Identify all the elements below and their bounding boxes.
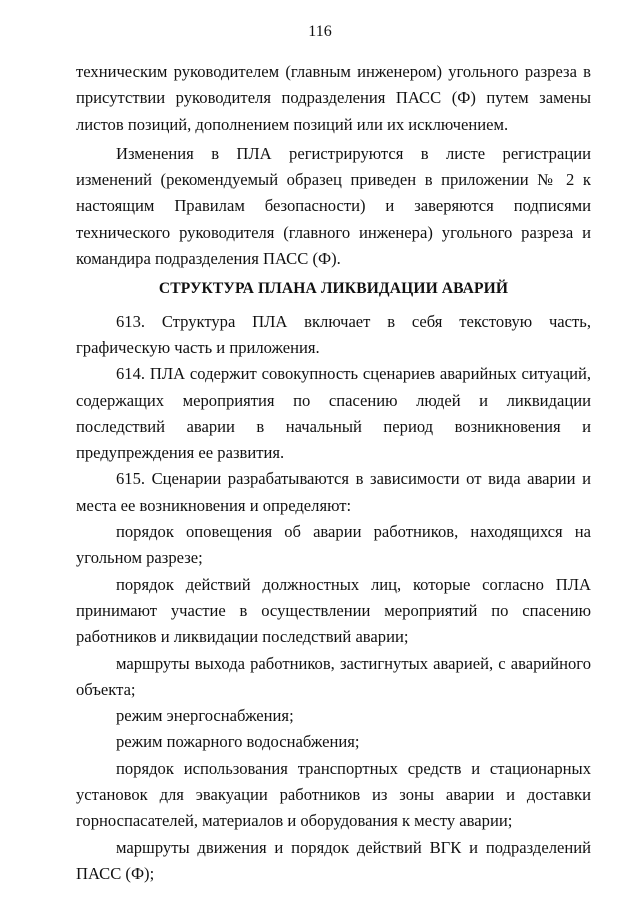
list-item-notification: порядок оповещения об аварии работников, находящихся на угольном разрезе; [76,522,591,568]
section-heading: СТРУКТУРА ПЛАНА ЛИКВИДАЦИИ АВАРИЙ [158,280,509,298]
paragraph-amendments: Изменения в ПЛА регистрируются в листе регистрации изменений (рекомендуемый образец приведен в приложении № 2 к настоящим Правилам безопасности) и заверяются подписями технического руководителя (главного инженера) угольного разреза и командира подразделения ПАСС (Ф). [76,143,591,269]
list-item-transport: порядок использования транспортных средств и стационарных установок для эвакуации работников из зоны аварии и доставки горноспасателей, материалов и оборудования к месту аварии; [76,758,591,831]
list-item-power-supply: режим энергоснабжения; [116,706,294,726]
list-item-fire-water: режим пожарного водоснабжения; [116,732,360,752]
list-item-exit-routes: маршруты выхода работников, застигнутых аварией, с аварийного объекта; [76,653,591,699]
page-number: 116 [308,23,332,40]
paragraph-continuation: техническим руководителем (главным инженером) угольного разреза в присутствии руководителя подразделения ПАСС (Ф) путем замены листов позиций, дополнением позиций или их исключением. [76,62,591,134]
paragraph-615: 615. Сценарии разрабатываются в зависимости от вида аварии и места ее возникновения и определяют: [76,469,591,515]
list-item-officials-actions: порядок действий должностных лиц, которые согласно ПЛА принимают участие в осуществлении мероприятий по спасению работников и ликвидации последствий аварии; [76,574,591,647]
paragraph-613: 613. Структура ПЛА включает в себя текстовую часть, графическую часть и приложения. [76,311,591,357]
document-body [76,59,591,887]
list-item-rescue-routes: маршруты движения и порядок действий ВГК и подразделений ПАСС (Ф); [76,837,591,883]
paragraph-614: 614. ПЛА содержит совокупность сценариев аварийных ситуаций, содержащих мероприятия по спасению людей и ликвидации последствий аварии в начальный период возникновения и предупреждения ее развития. [76,364,591,463]
